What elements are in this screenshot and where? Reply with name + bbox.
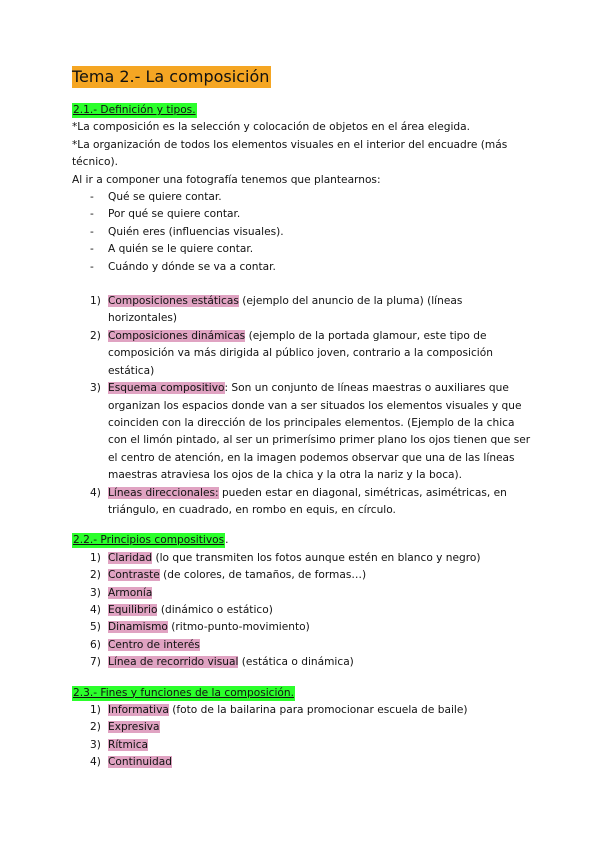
paragraph-line: Al ir a componer una fotografía tenemos que plantearnos:	[72, 173, 381, 186]
functions-list	[72, 702, 532, 772]
item-number: 4)	[90, 603, 101, 616]
section-principios	[72, 532, 532, 671]
highlighted-term: Armonía	[108, 586, 153, 599]
list-item: - Por qué se quiere contar.	[90, 206, 532, 223]
list-item	[72, 737, 532, 754]
highlighted-term: Composiciones estáticas	[108, 295, 239, 308]
highlighted-term: Esquema compositivo	[108, 382, 225, 395]
item-text: (ritmo-punto-movimiento)	[167, 621, 310, 634]
document-page	[72, 66, 532, 772]
highlighted-term: Línea de recorrido visual	[108, 656, 239, 669]
list-item	[72, 380, 532, 484]
item-number: 4)	[90, 486, 101, 499]
highlighted-term: Informativa	[108, 704, 169, 716]
item-text: (ejemplo del anuncio de la pluma) (líneas horizontales)	[108, 295, 463, 325]
highlighted-term: Expresiva	[108, 721, 160, 734]
list-item	[72, 637, 532, 654]
item-text: (lo que transmiten los fotos aunque estén en blanco y negro)	[152, 551, 481, 564]
list-item: - Quién eres (influencias visuales).	[90, 224, 532, 241]
item-number: 5)	[90, 621, 101, 634]
list-item	[72, 567, 532, 584]
heading-tail: .	[225, 534, 229, 547]
highlighted-term: Composiciones dinámicas	[108, 329, 246, 342]
list-item	[72, 754, 532, 771]
item-text: (dinámico o estático)	[157, 603, 273, 616]
highlighted-term: Equilibrio	[108, 603, 158, 616]
item-text: (foto de la bailarina para promocionar escuela de baile)	[168, 704, 468, 716]
question-list	[72, 189, 532, 276]
highlighted-term: Continuidad	[108, 756, 173, 769]
item-number: 1)	[90, 295, 101, 308]
section-heading: 2.2.- Principios compositivos	[73, 534, 225, 547]
highlighted-term: Contraste	[108, 569, 160, 582]
list-item	[72, 328, 532, 380]
composition-types-list	[72, 293, 532, 519]
item-text: (estática o dinámica)	[238, 656, 354, 669]
list-item	[72, 602, 532, 619]
list-item: - A quién se le quiere contar.	[90, 241, 532, 258]
item-number: 3)	[90, 586, 101, 599]
principles-list	[72, 550, 532, 672]
section-heading: 2.1.- Definición y tipos.	[73, 104, 196, 116]
highlighted-term: Rítmica	[108, 738, 149, 751]
page-title: Tema 2.- La composición	[72, 67, 270, 86]
item-number: 6)	[90, 638, 101, 651]
highlighted-term: Claridad	[108, 551, 153, 564]
paragraph-line: *La organización de todos los elementos visuales en el interior del encuadre (más técnico).	[72, 138, 508, 169]
item-number: 1)	[90, 704, 101, 716]
item-text: (de colores, de tamaños, de formas…)	[159, 569, 367, 582]
item-text: : Son un conjunto de líneas maestras o auxiliares que organizan los espacios donde van a ser situados los elementos visuales y que coinciden con la dirección de los principales elementos. (Ejemplo de la chica con el limón pintado, al ser un primerísimo primer plano los ojos tienen que ser el centro de atención, en la imagen podemos observar que una de las líneas maestras atraviesa los ojos de la chica y la otra la nariz y la boca).	[108, 382, 531, 482]
list-item	[72, 585, 532, 602]
item-number: 3)	[90, 738, 101, 751]
list-item	[72, 550, 532, 567]
item-text: pueden estar en diagonal, simétricas, asimétricas, en triángulo, en cuadrado, en rombo en equis, en círculo.	[108, 486, 507, 516]
list-item	[72, 619, 532, 636]
list-item	[72, 719, 532, 736]
list-item: - Qué se quiere contar.	[90, 189, 532, 206]
item-number: 3)	[90, 382, 101, 395]
highlighted-term: Líneas direccionales:	[108, 486, 219, 499]
section-fines	[72, 685, 532, 772]
section-definicion	[72, 102, 532, 519]
item-number: 7)	[90, 656, 101, 669]
item-number: 2)	[90, 569, 101, 582]
list-item	[72, 293, 532, 328]
list-item	[72, 485, 532, 520]
paragraph-line: *La composición es la selección y colocación de objetos en el área elegida.	[72, 121, 471, 134]
section-heading: 2.3.- Fines y funciones de la composición.	[73, 686, 294, 699]
item-number: 4)	[90, 756, 101, 769]
list-item: - Cuándo y dónde se va a contar.	[90, 259, 532, 276]
highlighted-term: Centro de interés	[108, 638, 200, 651]
item-text: (ejemplo de la portada glamour, este tipo de composición va más dirigida al público joven, contrario a la composición estática)	[108, 329, 493, 377]
item-number: 2)	[90, 329, 101, 342]
list-item	[72, 654, 532, 671]
item-number: 1)	[90, 551, 101, 564]
highlighted-term: Dinamismo	[108, 621, 168, 634]
list-item	[72, 702, 532, 719]
item-number: 2)	[90, 721, 101, 734]
